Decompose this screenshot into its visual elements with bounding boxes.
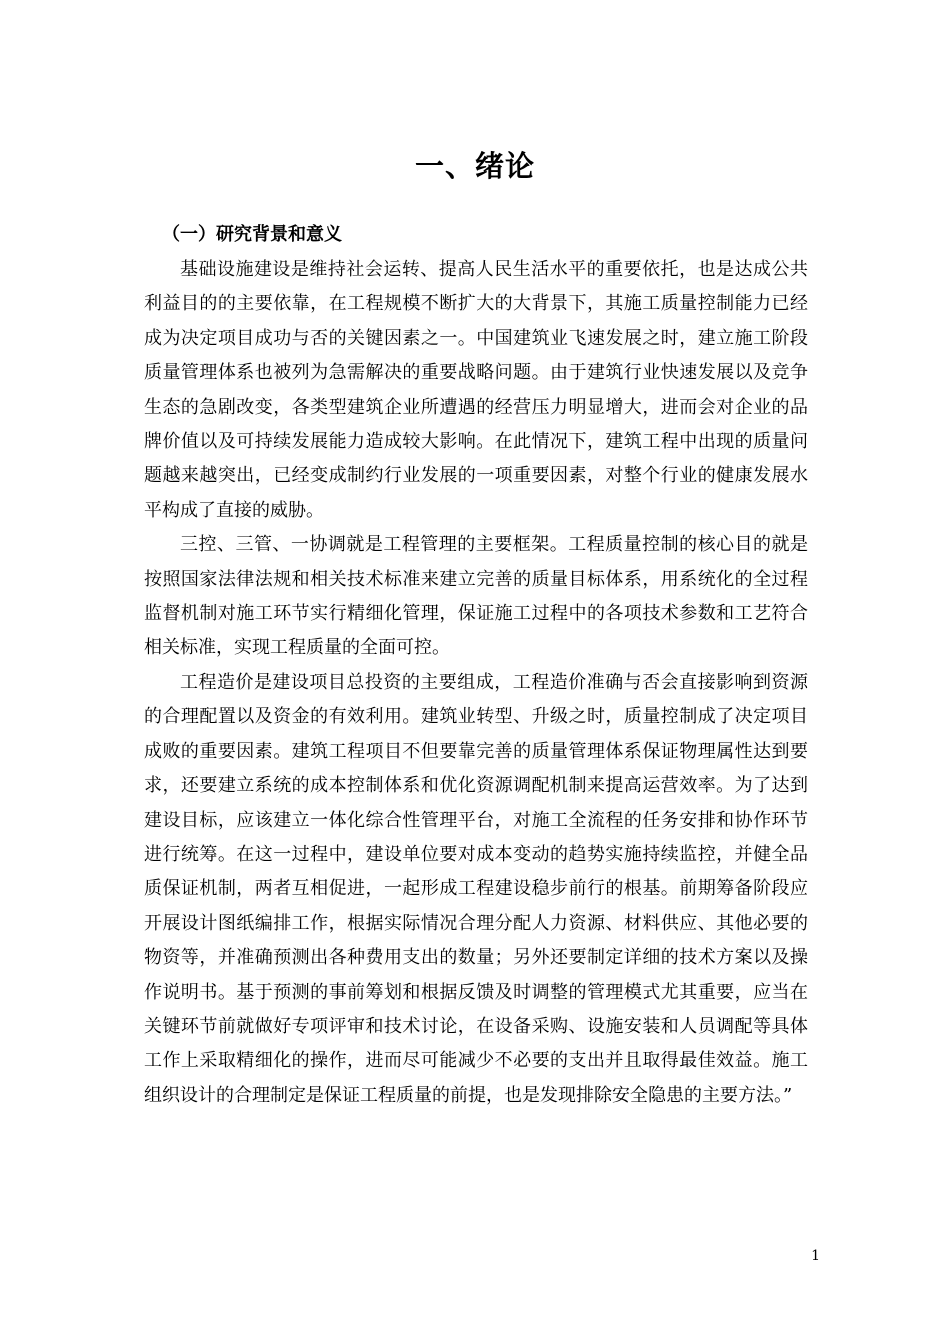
page-number: 1 (811, 1248, 820, 1264)
paragraph: 工程造价是建设项目总投资的主要组成，工程造价准确与否会直接影响到资源的合理配置以及资金的有效利用。建筑业转型、升级之时，质量控制成了决定项目成败的重要因素。建筑工程项目不但要靠完善的质量管理体系保证物理属性达到要求，还要建立系统的成本控制体系和优化资源调配机制来提高运营效率。为了达到建设目标，应该建立一体化综合性管理平台，对施工全流程的任务安排和协作环节进行统筹。在这一过程中，建设单位要对成本变动的趋势实施持续监控，并健全品质保证机制，两者互相促进，一起形成工程建设稳步前行的根基。前期筹备阶段应开展设计图纸编排工作，根据实际情况合理分配人力资源、材料供应、其他必要的物资等，并准确预测出各种费用支出的数量；另外还要制定详细的技术方案以及操作说明书。基于预测的事前筹划和根据反馈及时调整的管理模式尤其重要，应当在关键环节前就做好专项评审和技术讨论，在设备采购、设施安装和人员调配等具体工作上采取精细化的操作，进而尽可能减少不必要的支出并且取得最佳效益。施工组织设计的合理制定是保证工程质量的前提，也是发现排除安全隐患的主要方法。” (144, 671, 808, 1106)
paragraph: 三控、三管、一协调就是工程管理的主要框架。工程质量控制的核心目的就是按照国家法律法规和相关技术标准来建立完善的质量目标体系，用系统化的全过程监督机制对施工环节实行精细化管理，保证施工过程中的各项技术参数和工艺符合相关标准，实现工程质量的全面可控。 (144, 534, 808, 659)
section-heading: （一）研究背景和意义 (162, 224, 342, 245)
chapter-title: 一、绪论 (414, 149, 535, 183)
paragraph: 基础设施建设是维持社会运转、提高人民生活水平的重要依托，也是达成公共利益目的的主要依靠，在工程规模不断扩大的大背景下，其施工质量控制能力已经成为决定项目成功与否的关键因素之一。中国建筑业飞速发展之时，建立施工阶段质量管理体系也被列为急需解决的重要战略问题。由于建筑行业快速发展以及竞争生态的急剧改变，各类型建筑企业所遭遇的经营压力明显增大，进而会对企业的品牌价值以及可持续发展能力造成较大影响。在此情况下，建筑工程中出现的质量问题越来越突出，已经变成制约行业发展的一项重要因素，对整个行业的健康发展水平构成了直接的威胁。 (144, 259, 808, 521)
body-text (144, 253, 808, 1113)
